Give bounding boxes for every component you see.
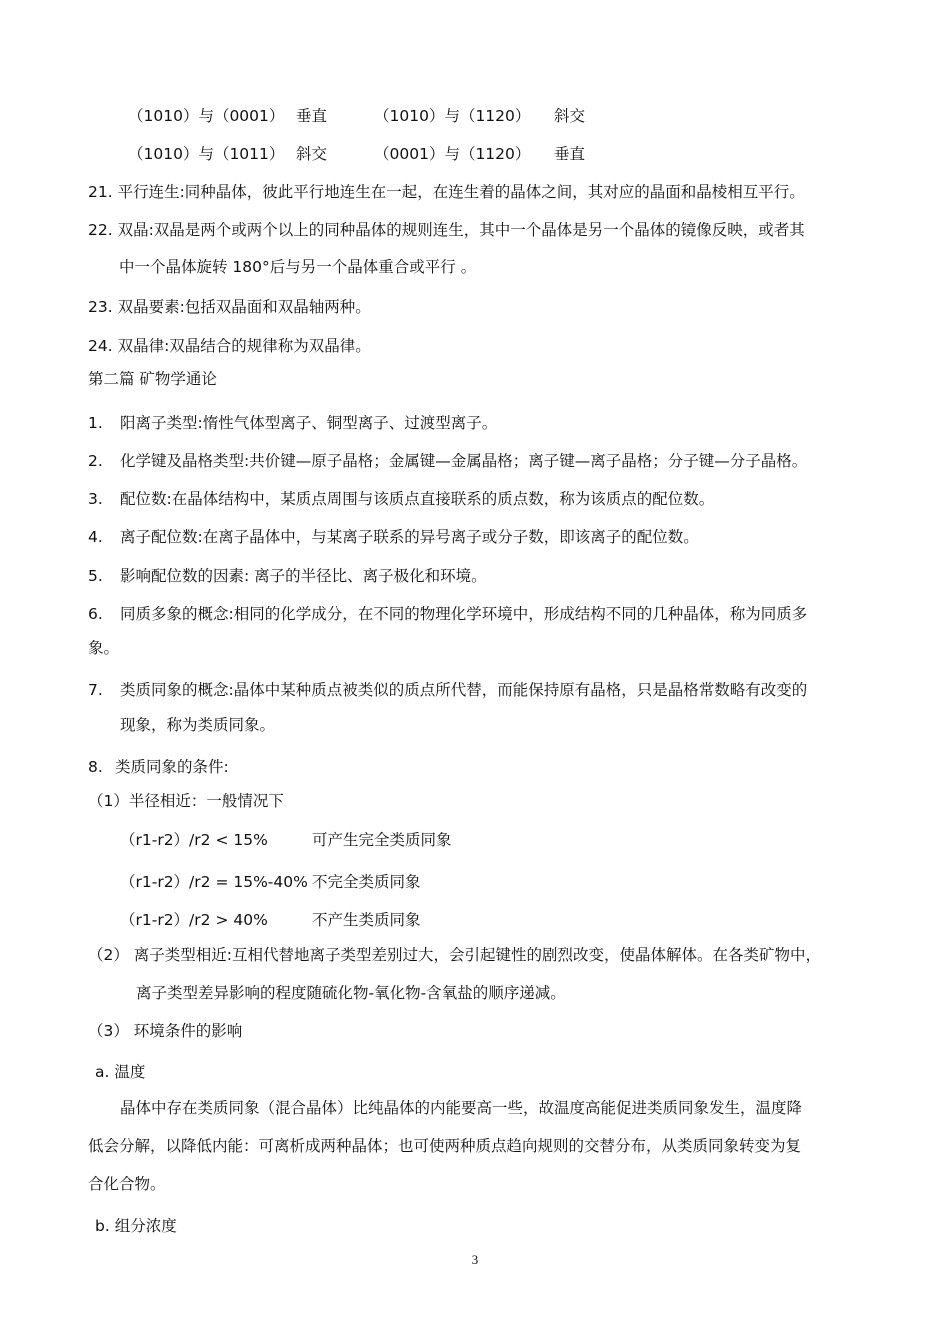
sub-a-heading: a. 温度 bbox=[95, 1063, 146, 1081]
list-num-3: 3. bbox=[88, 490, 103, 508]
list-item-8: 类质同象的条件: bbox=[115, 758, 229, 776]
ratio-2-expr: （r1-r2）/r2 = 15%-40% bbox=[120, 873, 308, 891]
list-item-6-line1: 同质多象的概念:相同的化学成分，在不同的物理化学环境中，形成结构不同的几种晶体，称为同质多 bbox=[120, 605, 808, 623]
list-item-7-line2: 现象，称为类质同象。 bbox=[120, 716, 276, 734]
ratio-1-expr: （r1-r2）/r2 < 15% bbox=[120, 831, 268, 849]
para-a-line3: 合化合物。 bbox=[88, 1175, 166, 1193]
para-a-line1: 晶体中存在类质同象（混合晶体）比纯晶体的内能要高一些，故温度高能促进类质同象发生，温度降 bbox=[120, 1099, 803, 1117]
list-item-3: 配位数:在晶体结构中，某质点周围与该质点直接联系的质点数，称为该质点的配位数。 bbox=[120, 490, 715, 508]
condition-2-line2: 离子类型差异影响的程度随硫化物-氧化物-含氧盐的顺序递减。 bbox=[136, 984, 566, 1002]
list-item-2: 化学键及晶格类型:共价键—原子晶格；金属键—金属晶格；离子键—离子晶格；分子键—分子晶格。 bbox=[120, 452, 808, 470]
list-num-2: 2. bbox=[88, 452, 103, 470]
ratio-3-desc: 不产生类质同象 bbox=[312, 911, 421, 929]
relation-1-a: （1010）与（0001） bbox=[128, 107, 285, 125]
item-24: 24. 双晶律:双晶结合的规律称为双晶律。 bbox=[88, 337, 371, 355]
list-item-5: 影响配位数的因素: 离子的半径比、离子极化和环境。 bbox=[120, 567, 487, 585]
relation-1-a-rel: 垂直 bbox=[296, 107, 328, 125]
relation-2-a-rel: 斜交 bbox=[296, 145, 328, 163]
section-title: 第二篇 矿物学通论 bbox=[88, 370, 217, 388]
ratio-2-desc: 不完全类质同象 bbox=[312, 873, 421, 891]
relation-1-b-rel: 斜交 bbox=[554, 107, 586, 125]
item-22-line1: 22. 双晶:双晶是两个或两个以上的同种晶体的规则连生，其中一个晶体是另一个晶体的镜像反映，或者其 bbox=[88, 221, 805, 239]
list-item-6-line2: 象。 bbox=[88, 639, 120, 657]
list-item-1: 阳离子类型:惰性气体型离子、铜型离子、过渡型离子。 bbox=[120, 414, 498, 432]
list-num-5: 5. bbox=[88, 567, 103, 585]
list-num-6: 6. bbox=[88, 605, 103, 623]
condition-2-line1: （2） 离子类型相近:互相代替地离子类型差别过大，会引起键性的剧烈改变，使晶体解体。在各类矿物中， bbox=[88, 946, 822, 964]
list-item-7-line1: 类质同象的概念:晶体中某种质点被类似的质点所代替，而能保持原有晶格，只是晶格常数略有改变的 bbox=[120, 681, 808, 699]
item-23: 23. 双晶要素:包括双晶面和双晶轴两种。 bbox=[88, 298, 371, 316]
sub-b-heading: b. 组分浓度 bbox=[95, 1217, 177, 1235]
condition-1: （1）半径相近：一般情况下 bbox=[88, 792, 284, 810]
item-21: 21. 平行连生:同种晶体，彼此平行地连生在一起，在连生着的晶体之间，其对应的晶面和晶棱相互平行。 bbox=[88, 183, 805, 201]
para-a-line2: 低会分解，以降低内能：可离析成两种晶体；也可使两种质点趋向规则的交替分布，从类质同象转变为复 bbox=[88, 1137, 802, 1155]
list-item-4: 离子配位数:在离子晶体中，与某离子联系的异号离子或分子数，即该离子的配位数。 bbox=[120, 528, 699, 546]
condition-3: （3） 环境条件的影响 bbox=[88, 1022, 243, 1040]
relation-1-b: （1010）与（1120） bbox=[374, 107, 531, 125]
list-num-7: 7. bbox=[88, 681, 103, 699]
relation-2-a: （1010）与（1011） bbox=[128, 145, 285, 163]
ratio-3-expr: （r1-r2）/r2 > 40% bbox=[120, 911, 268, 929]
list-num-4: 4. bbox=[88, 528, 103, 546]
page-number: 3 bbox=[471, 1252, 479, 1267]
relation-2-b: （0001）与（1120） bbox=[374, 145, 531, 163]
item-22-line2: 中一个晶体旋转 180°后与另一个晶体重合或平行 。 bbox=[119, 258, 477, 276]
list-num-1: 1. bbox=[88, 414, 103, 432]
ratio-1-desc: 可产生完全类质同象 bbox=[312, 831, 452, 849]
list-num-8: 8. bbox=[88, 758, 103, 776]
relation-2-b-rel: 垂直 bbox=[554, 145, 586, 163]
